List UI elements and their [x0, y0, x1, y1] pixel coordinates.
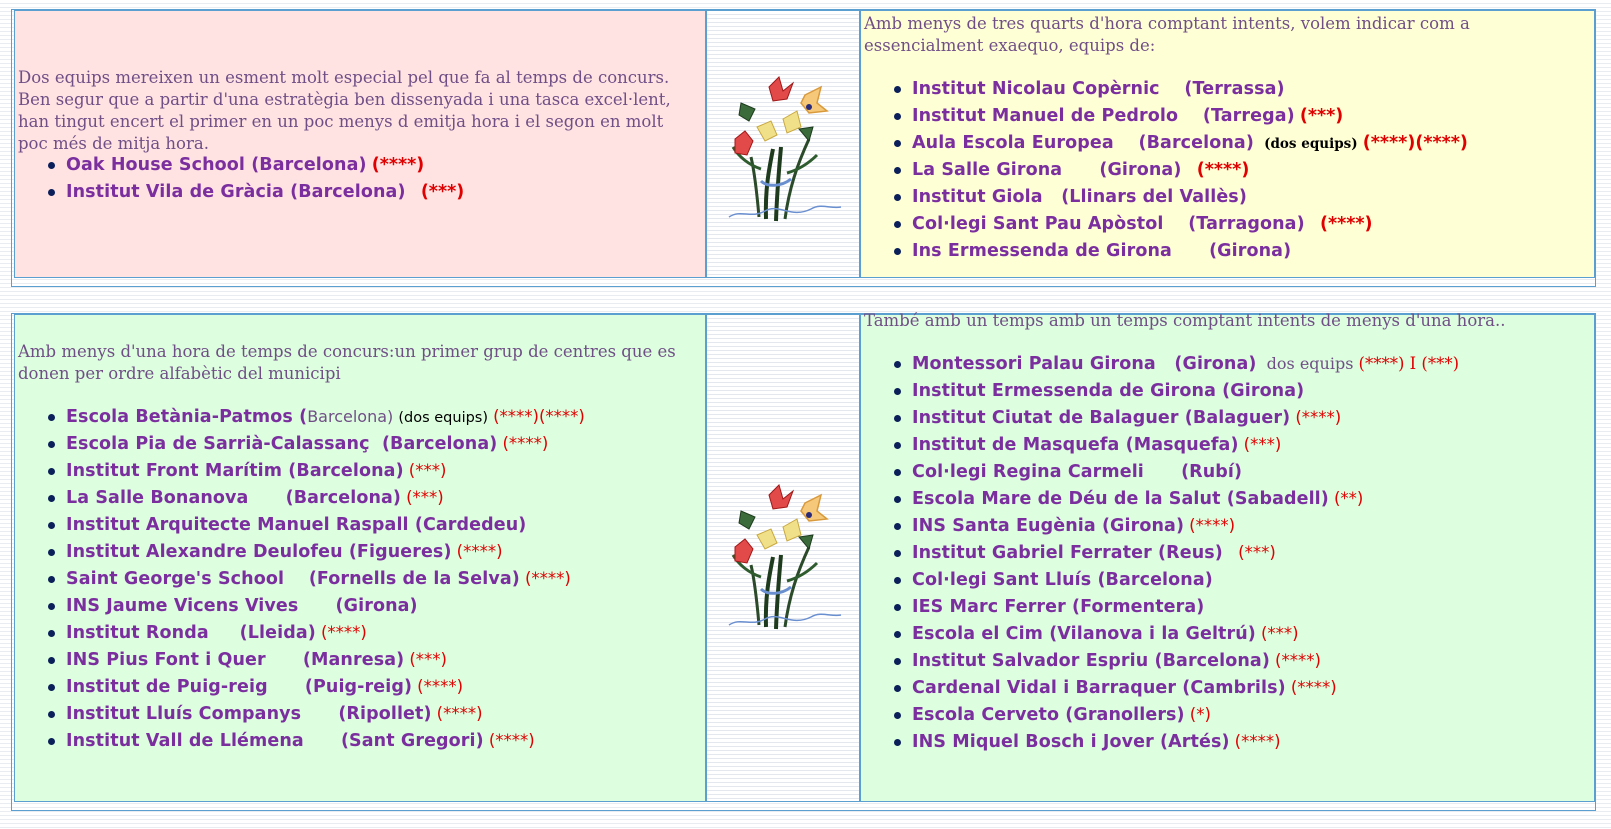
list-item: INS Miquel Bosch i Jover (Artés) (****)	[864, 728, 1459, 755]
top-image-cell	[706, 10, 860, 278]
list-item: Institut de Puig-reig (Puig-reig) (****)	[18, 673, 585, 700]
bottom-left-intro: Amb menys d'una hora de temps de concurs:un primer grup de centres que es donen per ordre alfabètic del municipi	[18, 342, 676, 383]
list-item: Institut de Masquefa (Masquefa) (***)	[864, 431, 1459, 458]
top-table	[11, 9, 1596, 287]
top-left-intro: Dos equips mereixen un esment molt especial pel que fa al temps de concurs. Ben segur que a partir d'una estratègia ben dissenyada i una tasca excel·lent, han tingut encert el primer en un poc menys d emitja hora i el segon en molt poc més de mitja hora.	[18, 68, 671, 153]
list-item: Institut Front Marítim (Barcelona) (***)	[18, 457, 585, 484]
list-item: Col·legi Sant Lluís (Barcelona)	[864, 566, 1459, 593]
bottom-left-list	[18, 403, 585, 754]
list-item: Institut Manuel de Pedrolo (Tarrega) (***)	[864, 102, 1468, 129]
list-item: Institut Vila de Gràcia (Barcelona) (***)	[18, 178, 464, 205]
list-item: Cardenal Vidal i Barraquer (Cambrils) (****)	[864, 674, 1459, 701]
list-item: Institut Salvador Espriu (Barcelona) (****)	[864, 647, 1459, 674]
list-item: INS Pius Font i Quer (Manresa) (***)	[18, 646, 585, 673]
list-item: Institut Giola (Llinars del Vallès)	[864, 183, 1468, 210]
flower-bouquet-icon	[721, 477, 851, 637]
list-item: Institut Arquitecte Manuel Raspall (Cardedeu)	[18, 511, 585, 538]
list-item: Escola el Cim (Vilanova i la Geltrú) (***)	[864, 620, 1459, 647]
top-right-cell	[860, 10, 1595, 278]
list-item: Col·legi Sant Pau Apòstol (Tarragona) (****)	[864, 210, 1468, 237]
list-item: Escola Cerveto (Granollers) (*)	[864, 701, 1459, 728]
top-left-list	[18, 151, 464, 205]
bottom-table	[11, 313, 1596, 811]
list-item: IES Marc Ferrer (Formentera)	[864, 593, 1459, 620]
list-item: La Salle Bonanova (Barcelona) (***)	[18, 484, 585, 511]
list-item: Institut Gabriel Ferrater (Reus) (***)	[864, 539, 1459, 566]
list-item: Escola Pia de Sarrià-Calassanç (Barcelona) (****)	[18, 430, 585, 457]
list-item: Institut Nicolau Copèrnic (Terrassa)	[864, 75, 1468, 102]
list-item: La Salle Girona (Girona) (****)	[864, 156, 1468, 183]
list-item: Aula Escola Europea (Barcelona) (dos equips) (****)(****)	[864, 129, 1468, 156]
list-item: Saint George's School (Fornells de la Selva) (****)	[18, 565, 585, 592]
list-item: Institut Alexandre Deulofeu (Figueres) (****)	[18, 538, 585, 565]
bottom-right-intro: També amb un temps amb un temps comptant intents de menys d'una hora..	[864, 311, 1506, 330]
list-item: Col·legi Regina Carmeli (Rubí)	[864, 458, 1459, 485]
list-item: Institut Lluís Companys (Ripollet) (****)	[18, 700, 585, 727]
list-item: Institut Ermessenda de Girona (Girona)	[864, 377, 1459, 404]
list-item: Montessori Palau Girona (Girona) dos equips (****) I (***)	[864, 350, 1459, 377]
bottom-right-cell	[860, 311, 1595, 802]
top-left-cell	[14, 10, 706, 278]
list-item: Escola Mare de Déu de la Salut (Sabadell) (**)	[864, 485, 1459, 512]
list-item: INS Jaume Vicens Vives (Girona)	[18, 592, 585, 619]
list-item: INS Santa Eugènia (Girona) (****)	[864, 512, 1459, 539]
flower-bouquet-icon	[721, 69, 851, 229]
list-item: Institut Ronda (Lleida) (****)	[18, 619, 585, 646]
top-right-intro: Amb menys de tres quarts d'hora comptant intents, volem indicar com a essencialment exaequo, equips de:	[864, 14, 1470, 55]
list-item: Institut Ciutat de Balaguer (Balaguer) (****)	[864, 404, 1459, 431]
list-item: Escola Betània-Patmos (Barcelona) (dos equips) (****)(****)	[18, 403, 585, 430]
bottom-image-cell	[706, 314, 860, 802]
list-item: Institut Vall de Llémena (Sant Gregori) (****)	[18, 727, 585, 754]
bottom-left-cell	[14, 314, 706, 802]
list-item: Ins Ermessenda de Girona (Girona)	[864, 237, 1468, 264]
top-right-list	[864, 75, 1468, 264]
bottom-right-list	[864, 350, 1459, 755]
list-item: Oak House School (Barcelona) (****)	[18, 151, 464, 178]
